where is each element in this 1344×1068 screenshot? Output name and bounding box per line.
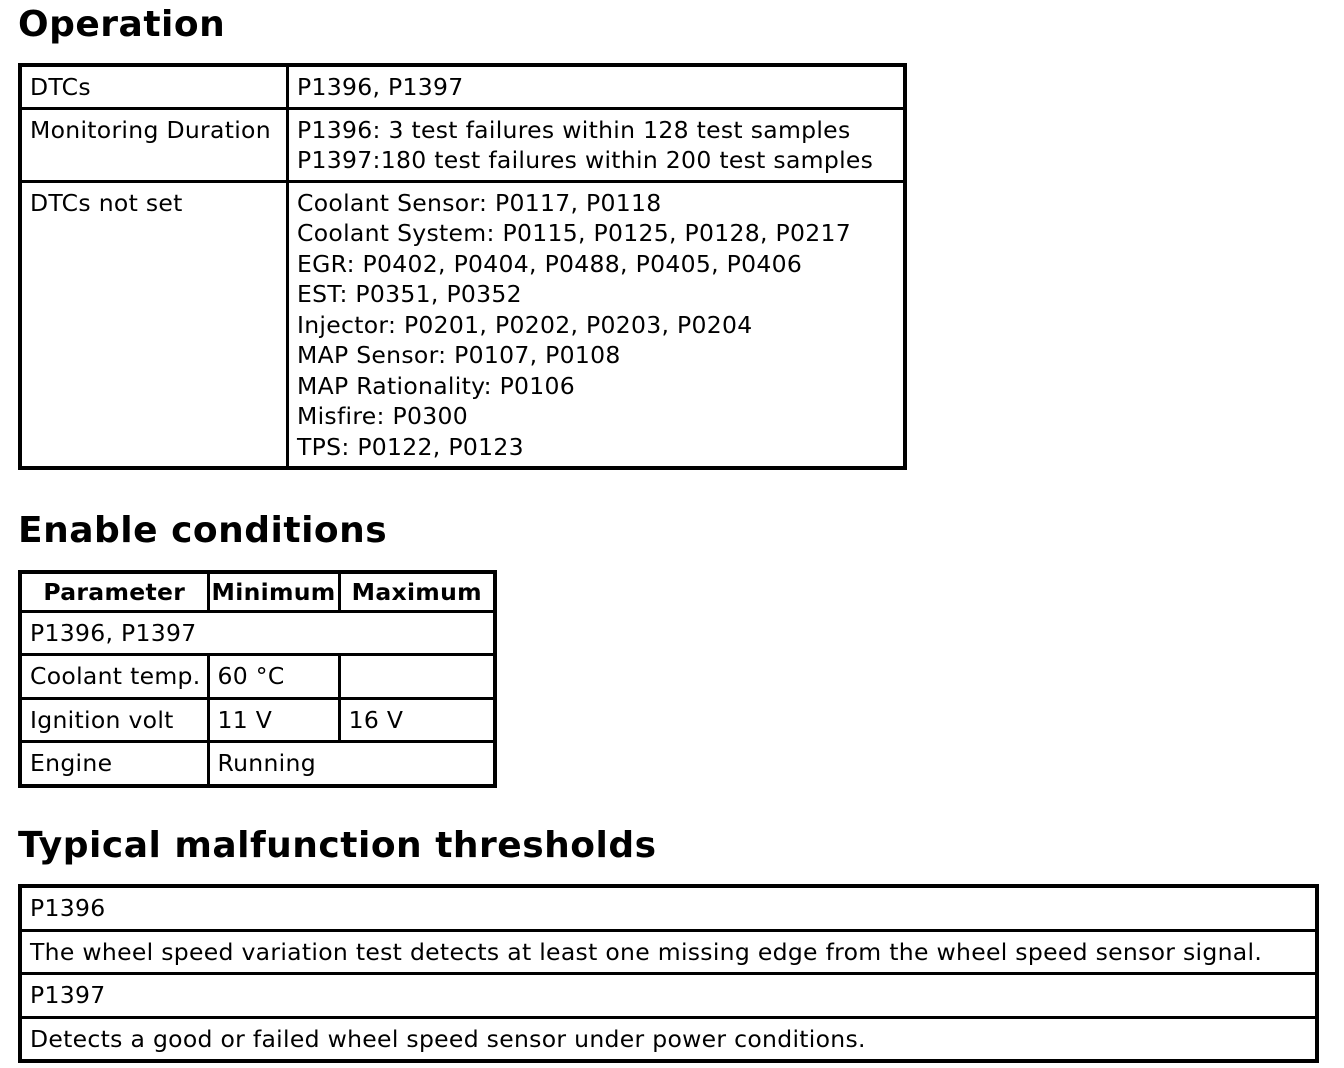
table-row bbox=[20, 181, 905, 468]
thresholds-heading: Typical malfunction thresholds bbox=[18, 825, 657, 866]
parameter-cell: Coolant temp. bbox=[20, 655, 208, 699]
table-row bbox=[20, 65, 905, 108]
parameter-header: Parameter bbox=[20, 572, 208, 611]
dtcs-line: P1396, P1397 bbox=[297, 73, 464, 101]
dtc-not-set-line: Injector: P0201, P0202, P0203, P0204 bbox=[297, 310, 753, 339]
thresholds-table bbox=[18, 884, 1319, 1063]
maximum-cell bbox=[339, 655, 495, 699]
dtc-not-set-line: Coolant Sensor: P0117, P0118 bbox=[297, 188, 662, 217]
dtc-not-set-line: MAP Sensor: P0107, P0108 bbox=[297, 341, 621, 369]
table-row bbox=[20, 974, 1317, 1018]
monitoring-duration-label: Monitoring Duration bbox=[20, 108, 288, 181]
monitoring-duration-value bbox=[288, 108, 906, 181]
dtc-not-set-line: Coolant System: P0115, P0125, P0128, P0217 bbox=[297, 219, 852, 247]
dtcs-not-set-value bbox=[288, 181, 906, 468]
monitoring-line: P1397:180 test failures within 200 test samples bbox=[297, 146, 874, 174]
operation-table bbox=[18, 63, 907, 470]
table-row bbox=[20, 886, 1317, 930]
threshold-description-cell: Detects a good or failed wheel speed sensor under power conditions. bbox=[20, 1017, 1317, 1061]
table-row bbox=[20, 108, 905, 181]
monitoring-line: P1396: 3 test failures within 128 test samples bbox=[297, 115, 851, 144]
minimum-cell: 11 V bbox=[208, 698, 339, 742]
dtcs-not-set-label: DTCs not set bbox=[20, 181, 288, 468]
threshold-dtc-cell: P1396 bbox=[20, 886, 1317, 930]
table-row bbox=[20, 698, 495, 742]
enable-conditions-table bbox=[18, 570, 497, 788]
minimum-cell: 60 °C bbox=[208, 655, 339, 699]
enable-conditions-heading: Enable conditions bbox=[18, 510, 388, 551]
value-cell: Running bbox=[208, 742, 495, 786]
table-row bbox=[20, 742, 495, 786]
table-header-row bbox=[20, 572, 495, 611]
table-row bbox=[20, 655, 495, 699]
dtc-not-set-line: EST: P0351, P0352 bbox=[297, 280, 522, 308]
threshold-dtc-cell: P1397 bbox=[20, 974, 1317, 1018]
operation-heading: Operation bbox=[18, 4, 226, 45]
threshold-description-cell: The wheel speed variation test detects at least one missing edge from the wheel speed sensor signal. bbox=[20, 930, 1317, 974]
minimum-header: Minimum bbox=[208, 572, 339, 611]
group-label: P1396, P1397 bbox=[20, 611, 495, 655]
dtcs-value bbox=[288, 65, 906, 108]
dtc-not-set-line: MAP Rationality: P0106 bbox=[297, 371, 576, 400]
dtc-not-set-line: TPS: P0122, P0123 bbox=[297, 432, 524, 461]
dtc-not-set-line: EGR: P0402, P0404, P0488, P0405, P0406 bbox=[297, 249, 803, 278]
parameter-cell: Ignition volt bbox=[20, 698, 208, 742]
dtc-not-set-line: Misfire: P0300 bbox=[297, 402, 469, 430]
table-row bbox=[20, 1017, 1317, 1061]
table-row bbox=[20, 611, 495, 655]
table-row bbox=[20, 930, 1317, 974]
dtcs-label: DTCs bbox=[20, 65, 288, 108]
maximum-cell: 16 V bbox=[339, 698, 495, 742]
parameter-cell: Engine bbox=[20, 742, 208, 786]
maximum-header: Maximum bbox=[339, 572, 495, 611]
